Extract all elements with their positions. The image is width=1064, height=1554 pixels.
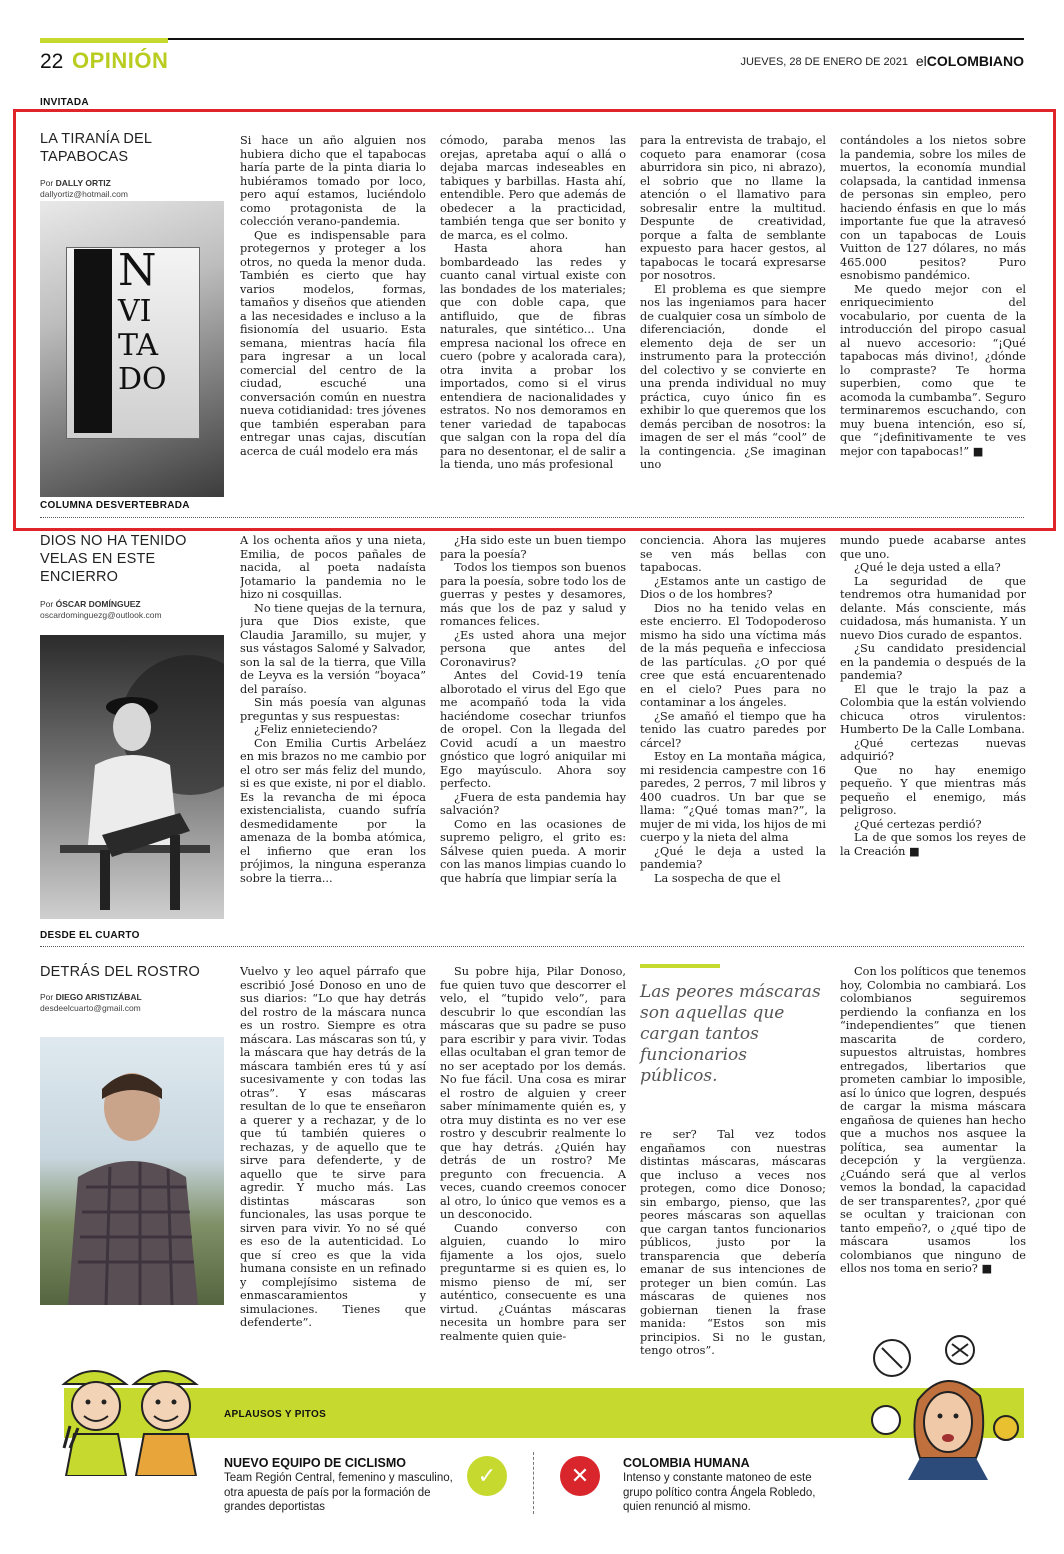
invitado-graphic: [40, 201, 224, 497]
issue-date: JUEVES, 28 DE ENERO DE 2021: [740, 56, 908, 68]
headline: LA TIRANÍA DEL TAPABOCAS: [40, 131, 152, 165]
byline: Por DALLY ORTIZ: [40, 178, 111, 188]
author-portrait: [40, 1037, 224, 1305]
article-column-2: Su pobre hija, Pilar Donoso, fue quien tuvo que descorrer el velo, el “tupido velo”, para descubrir lo que escondían las máscaras que su padre se puso para escribir y para vivir. Todas ellas ocultaban el gran temor de no ser aceptado por los demás. No fue fácil. Una cosa es mirar el rostro de alguien y creer saber mínimamente quién es, y otra muy distinta es no ver ese rostro y descubrir realmente lo que hay detrás. ¿Quién hay detrás de un rostro? Me pregunto con frecuencia. A veces, cuando creemos conocer al otro, lo único que vemos es a un desconocido. Cuando converso con alguien, cuando lo miro fijamente a los ojos, suelo preguntarme si es quien es, lo mismo pienso de mí, ser auténtico, consecuente es una virtud. ¿Cuántas máscaras necesita un hombre para ser realmente quien quie-: [440, 965, 626, 1343]
portrait-illustration: [40, 635, 224, 919]
article-column-1: Si hace un año alguien nos hubiera dicho que el tapabocas haría parte de la pinta diaria lo hubiéramos tomado por loco, pero aquí estamos, luciéndolo como protagonista de la colección verano-pandemia. Que es indispensable para protegernos y proteger a los otros, no queda la menor duda. También es cierto que hay varios modelos, formas, tamaños y diseños que atienden a las necesidades e incluso a la fisionomía del usuario. Esta semana, mientras hacía fila para ingresar a un local comercial del centro de la ciudad, escuché una conversación común en nuestra nueva cotidianidad: tres jóvenes que también esperaban para entregar unas cajas, discutían acerca de cuál modelo era más: [240, 134, 426, 458]
masthead-accent-bar: [40, 38, 168, 43]
headline: DIOS NO HA TENIDO VELAS EN ESTE ENCIERRO: [40, 533, 187, 585]
applause-title: NUEVO EQUIPO DE CICLISMO: [224, 1456, 406, 1470]
author-email: dallyortiz@hotmail.com: [40, 189, 128, 199]
masthead: [40, 38, 1024, 74]
boo-text: Intenso y constante matoneo de este grupo político contra Ángela Robledo, quien renunció al mismo.: [623, 1472, 816, 1513]
article-column-2: cómodo, paraba menos las orejas, apretaba aquí o allá o dejaba marcas indeseables en tabiques y barbillas. Hasta ahí, entendible. Pero que además de obedecer a la practicidad, también tenga que ser bonito y de marca, es el colmo. Hasta ahora han bombardeado las redes y cuanto canal virtual existe con las bondades de los materiales; que con doble capa, que antifluido, que de fibras naturales, que sintético... Una empresa nacional los ofrece en cuero (pobre y acalorada cara), otra invita a probar los importados, como si el virus entendiera de nacionalidades y estratos. No nos demoramos en tener variedad de tapabocas que salgan con la ropa del día para no desentonar, el de salir a la tienda, uno más profesional: [440, 134, 626, 471]
politician-cartoon-icon: [864, 1330, 1024, 1480]
author-email: oscardominguezg@outlook.com: [40, 610, 162, 620]
boo-title: COLOMBIA HUMANA: [623, 1456, 750, 1470]
article-column-1: A los ochenta años y una nieta, Emilia, de pocos pañales de nacida, al poeta nadaísta Jotamario la pandemia no le hizo ni cosquillas. No tiene quejas de la ternura, jura que Dios existe, que Claudia Jaramillo, su mujer, y sus vástagos Salomé y Salvador, son la sal de la tierra, que Villa de Leyva es la versión “boyaca” del paraíso. Sin más poesía van algunas preguntas y sus respuestas: ¿Feliz ennieteciendo? Con Emilia Curtis Arbeláez en mis brazos no me cambio por el otro ser más feliz del mundo, si es que existe, ni por el diablo. Es la revancha de mi época existencialista, cuando sufría desmedidamente por la amenaza de la bomba atómica, el infierno que eran los prójimos, la ninguna esperanza sobre la tierra...: [240, 534, 426, 885]
section-title: OPINIÓN: [72, 48, 169, 73]
byline: Por ÓSCAR DOMÍNGUEZ: [40, 599, 141, 609]
author-portrait: [40, 635, 224, 919]
masthead-rule: [40, 38, 1024, 40]
pull-quote: Las peores máscaras son aquellas que cargan tantos funcionarios públicos.: [640, 982, 821, 1086]
invitado-letters: N VI TA DO: [118, 245, 167, 397]
article-column-3: para la entrevista de trabajo, el coqueto para enamorar (cosa aburridora sin pico, ni abrazo), el sobrio que no llame la atención o el llamativo para sobresalir entre la multitud. Despunte de creatividad, porque a falta de semblante expuesto para hacer gestos, al tapabocas le tocará expresarse por nosotros. El problema es que siempre nos las ingeniamos para hacer de cualquier cosa un símbolo de diferenciación, donde el elemento deja de ser un instrumento para la protección del colectivo y se convierte en una prenda individual no muy práctica, cuyo único fin es exhibir lo que queremos que los demás perciban de nosotros: la imagen de ser el más “cool” de la contingencia. ¿Se imaginan uno: [640, 134, 826, 471]
article-column-1: Vuelvo y leo aquel párrafo que escribió José Donoso en uno de sus diarios: “Lo que hay detrás del rostro de la máscara nunca es un rostro. Siempre es otra máscara. Las máscaras son tú, y la máscara que hay detrás de la máscara también eres tú y así sucesivamente y con todas las otras”. Y esas máscaras resultan de lo que te enseñaron a querer y a rechazar, y de lo que tú también quieres o rechazas, y de aquello que te sirve para defenderte, y de aquello que te sirve para agredir. Y mucho más. Las distintas máscaras son funcionales, las usas porque te sirven para vivir. Yo no sé qué es eso de la autenticidad. Lo que sí creo es que la vida humana consiste en un refinado y complejísimo sistema de enmascaramientos y simulaciones. Tienes que defenderte”.: [240, 965, 426, 1329]
author-email: desdeelcuarto@gmail.com: [40, 1003, 141, 1013]
cyclists-cartoon-icon: [56, 1356, 206, 1476]
newspaper-logo: [916, 53, 1024, 69]
brand-name: COLOMBIANO: [926, 53, 1024, 69]
article-column-4: mundo puede acabarse antes que uno. ¿Qué le deja usted a ella? La seguridad de que tendremos otra humanidad por delante. Más consciente, más cuidadosa, más humanista. Y un nuevo Dios curado de espantos. ¿Su candidato presidencial en la pandemia o después de la pandemia? El que le trajo la paz a Colombia que la están volviendo chicuca otros virulentos: Humberto De la Calle Lombana. ¿Qué certezas nuevas adquirió? Que no hay enemigo pequeño. Y que mientras más pequeño el enemigo, más peligroso. ¿Qué certezas perdió? La de que somos los reyes de la Creación ■: [840, 534, 1026, 858]
brand-prefix: el: [915, 53, 927, 69]
author-name: DIEGO ARISTIZÁBAL: [55, 992, 142, 1002]
article-column-3: re ser? Tal vez todos engañamos con nuestras distintas máscaras, máscaras que incluso a veces nos protegen, como dice Donoso; sin embargo, pienso, que las peores máscaras son aquellas que cargan tantos funcionarios públicos, justo por la transparencia que debería emanar de sus intenciones de proteger un bien común. Las máscaras de quienes nos gobiernan tienen la frase manida: “Estos son mis principios. Si no le gustan, tengo otros”.: [640, 1128, 826, 1357]
article-column-4: Con los políticos que tenemos hoy, Colombia no cambiará. Los colombianos seguiremos perdiendo la confianza en los “independientes” que tienen mascarita de cordero, supuestos altruistas, hombres entregados, libertarios que prometen cambiar lo imposible, así lo único que logren, después de cargar la misma máscara engañosa de quienes han hecho que a muchos nos asquee la política, sea aumentar la decepción y la vergüenza. ¿Cuándo será que al verlos vemos la bondad, la capacidad de ser transparentes?, ¿por qué se ocultan y traicionan con tanto empeño?, o ¿qué tipo de máscara usamos los colombianos que ninguno de ellos nos toma en serio? ■: [840, 965, 1026, 1275]
checkmark-icon: ✓: [467, 1456, 507, 1496]
invitado-initial: [74, 249, 112, 433]
section-divider: [40, 946, 1024, 947]
headline: DETRÁS DEL ROSTRO: [40, 964, 200, 980]
byline: Por DIEGO ARISTIZÁBAL: [40, 992, 142, 1002]
aplausos-label: APLAUSOS Y PITOS: [224, 1409, 327, 1420]
section-label-invitada: INVITADA: [40, 97, 89, 108]
article-column-2: ¿Ha sido este un buen tiempo para la poesía? Todos los tiempos son buenos para la poesía, sobre todo los de guerras y pestes y desamores, más que los de paz y salud y romances felices. ¿Es usted ahora una mejor persona que antes del Coronavirus? Antes del Covid-19 tenía alborotado el virus del Ego que me acompañó toda la vida haciéndome cosechar triunfos de oropel. Con la llegada del Covid acudí a un maestro gnóstico que logró aniquilar mi Ego mayúsculo. Ahora soy perfecto. ¿Fuera de esta pandemia hay salvación? Como en las ocasiones de supremo peligro, el grito es: Sálvese quien pueda. A morir con las manos limpias cuando lo que habría que limpiar sería la: [440, 534, 626, 885]
x-mark-icon: ✕: [560, 1456, 600, 1496]
section-divider: [40, 517, 1024, 518]
aplausos-divider: [533, 1452, 534, 1514]
applause-text: Team Región Central, femenino y masculino, otra apuesta de país por la formación de grandes deportistas: [224, 1472, 453, 1513]
author-name: DALLY ORTIZ: [55, 178, 111, 188]
page-number: 22: [40, 50, 64, 73]
section-label-columna: COLUMNA DESVERTEBRADA: [40, 500, 190, 511]
section-label-desde-el-cuarto: DESDE EL CUARTO: [40, 930, 140, 941]
pull-quote-rule: [640, 964, 720, 968]
portrait-illustration: [40, 1037, 224, 1305]
article-column-3: conciencia. Ahora las mujeres se ven más bellas con tapabocas. ¿Estamos ante un castigo de Dios o de los hombres? Dios no ha tenido velas en este encierro. El Todopoderoso mismo ha sido una víctima más de la más pequeña e infecciosa de las partículas. ¿O por qué cree que está encuarentenado en el cielo? Pues para no contaminar a los ángeles. ¿Se amañó el tiempo que ha tenido las cuatro paredes por cárcel? Estoy en La montaña mágica, mi residencia campestre con 16 paredes, 2 perros, 7 mil libros y 400 cuadros. Un bar que se llama: “¿Qué tomas man?”, la mujer de mi vida, los hijos de mi cuerpo y la nieta del alma ¿Qué le deja a usted la pandemia? La sospecha de que el: [640, 534, 826, 885]
author-name: ÓSCAR DOMÍNGUEZ: [55, 599, 141, 609]
article-column-4: contándoles a los nietos sobre la pandemia, sobre los miles de muertos, la economía mundial colapsada, la cantidad inmensa de personas sin empleo, pero haciendo énfasis en que lo más importante fue que la atravesó con un tapabocas de Louis Vuitton de 127 dólares, no más 465.000 pesitos? Puro esnobismo pandémico. Me quedo mejor con el enriquecimiento del vocabulario, por cuenta de la introducción del piropo casual al nuevo accesorio: “¡Qué tapabocas más divino!, ¿dónde lo compraste? Te horma superbien, como que te acomoda la cumbamba”. Seguro terminaremos escuchando, con muy buena intención, eso sí, que “¡definitivamente te ves mejor con tapabocas!” ■: [840, 134, 1026, 458]
